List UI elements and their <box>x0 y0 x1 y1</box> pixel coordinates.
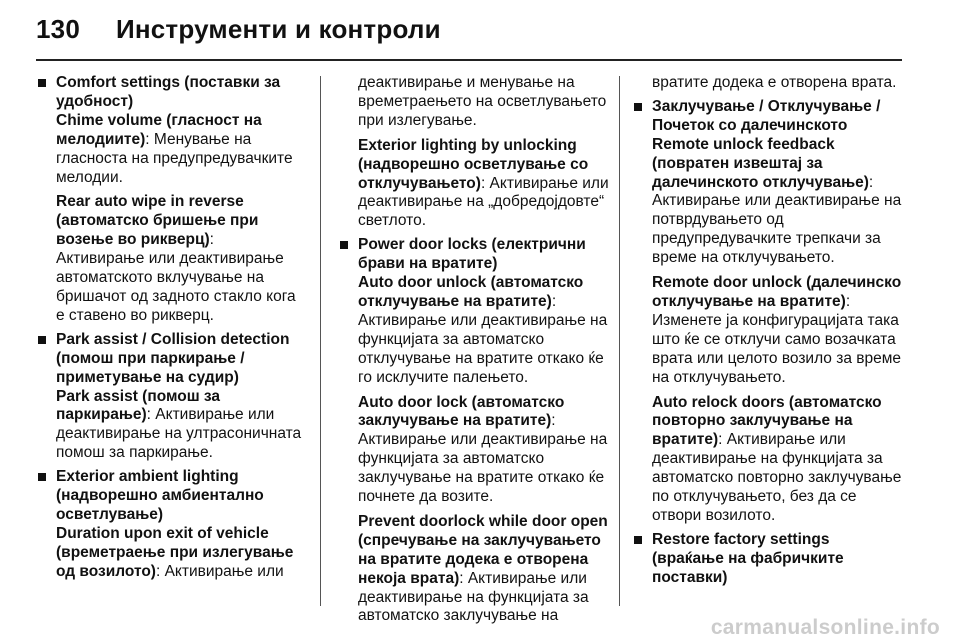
header-rule <box>36 59 902 61</box>
bullet-square-icon <box>634 103 642 111</box>
item-heading: Заклучување / Отклучување / Почеток со далечинското <box>652 97 881 134</box>
setting-park-assist <box>36 388 304 464</box>
setting-remote-unlock-feedback <box>632 136 904 268</box>
item-heading: Restore factory settings (враќање на фабричките поставки) <box>652 530 844 586</box>
column-2 <box>338 74 610 626</box>
setting-term: Chime volume (гласност на мелодиите) <box>56 111 262 148</box>
setting-term: Park assist (помош за паркирање) <box>56 387 221 424</box>
setting-duration-exit <box>36 525 304 582</box>
setting-prevent-doorlock <box>338 513 610 626</box>
item-heading: Exterior ambient lighting (надворешно амбиентално осветлување) <box>56 468 264 523</box>
setting-auto-relock <box>632 394 904 526</box>
setting-description: : Активирање или деактивирање на потврдувањето од предупредувачките трепкачи за време на отклучувањето. <box>652 173 902 267</box>
setting-term: Auto relock doors (автоматско повторно заклучување на вратите) <box>652 393 882 449</box>
bullet-square-icon <box>340 241 348 249</box>
column-3 <box>632 74 904 588</box>
bullet-square-icon <box>38 79 46 87</box>
column-divider <box>619 76 620 606</box>
setting-description: : Активирање или деактивирање на функцијата за автоматско заклучување на вратите откако ќе почнете да возите. <box>358 412 608 506</box>
continued-text: деактивирање и менување на времетраењето на осветлувањето при излегување. <box>358 74 607 129</box>
setting-term: Auto door unlock (автоматско отклучување на вратите) <box>358 274 584 310</box>
bullet-item-restore-factory <box>632 531 904 588</box>
setting-description: : Менување на гласноста на предупредувачките мелодии. <box>56 130 293 186</box>
setting-term: Remote door unlock (далечинско отклучување на вратите) <box>652 274 902 310</box>
item-heading: Comfort settings (поставки за удобност) <box>56 74 281 110</box>
bullet-square-icon <box>38 336 46 344</box>
setting-description: : Активирање или деактивирање на функцијата за автоматско отклучување на вратите откако ќе го исклучите палењето. <box>358 292 608 386</box>
column-divider <box>320 76 321 606</box>
page-title: Инструменти и контроли <box>115 14 441 44</box>
bullet-square-icon <box>634 536 642 544</box>
page-number: 130 <box>36 14 80 44</box>
setting-term: Duration upon exit of vehicle (времетраење при излегување од возилото) <box>56 524 294 580</box>
setting-description: : Активирање или деактивирање на функцијата за автоматско заклучување на <box>358 569 589 625</box>
item-heading: Power door locks (електрични брави на вратите) <box>358 236 586 273</box>
watermark: carmanualsonline.info <box>710 616 940 639</box>
page-header <box>36 14 441 45</box>
setting-description: : Активирање или деактивирање на ултрасоничната помош за паркирање. <box>56 406 302 462</box>
bullet-item-lock-unlock-remote <box>632 98 904 136</box>
setting-term: Exterior lighting by unlocking (надворешно осветлување со отклучувањето) <box>358 136 589 192</box>
setting-remote-door-unlock <box>632 274 904 387</box>
setting-description: : Активирање или деактивирање на функцијата за автоматско повторно заклучување по отклучувањето, без да се отвори возилото. <box>652 431 902 524</box>
bullet-item-power-door-locks <box>338 236 610 274</box>
item-heading: Park assist / Collision detection (помош при паркирање / приметување на судир) <box>56 330 290 386</box>
setting-chime-volume <box>36 112 304 188</box>
bullet-item-exterior-lighting <box>36 468 304 525</box>
setting-rear-auto-wipe <box>36 193 304 325</box>
setting-exterior-unlock-lighting <box>338 137 610 232</box>
setting-term: Auto door lock (автоматско заклучување на вратите) <box>358 393 565 430</box>
setting-description: : Активирање или деактивирање автоматското вклучување на бришачот од задното стакло кога е ставено во рикверц. <box>56 231 296 324</box>
setting-auto-door-lock <box>338 394 610 507</box>
bullet-item-park-assist <box>36 331 304 388</box>
column-1 <box>36 74 304 582</box>
continued-text: вратите додека е отворена врата. <box>652 74 897 91</box>
setting-term: Remote unlock feedback (повратен извештај за далечинското отклучување) <box>652 135 869 191</box>
setting-description: : Активирање или деактивирање на „добредојдовте“ светлото. <box>358 174 609 230</box>
setting-auto-door-unlock <box>338 274 610 387</box>
bullet-square-icon <box>38 473 46 481</box>
bullet-item-comfort-settings <box>36 74 304 112</box>
setting-description: : Изменете ја конфигурацијата така што ќе се отклучи само возачката врата или целото возило за време на отклучувањето. <box>652 292 902 386</box>
setting-term: Prevent doorlock while door open (спречување на заклучувањето на вратите додека е отворена некоја врата) <box>358 512 608 587</box>
setting-description: : Активирање или <box>155 562 284 580</box>
setting-term: Rear auto wipe in reverse (автоматско бришење при возење во рикверц) <box>56 193 259 249</box>
